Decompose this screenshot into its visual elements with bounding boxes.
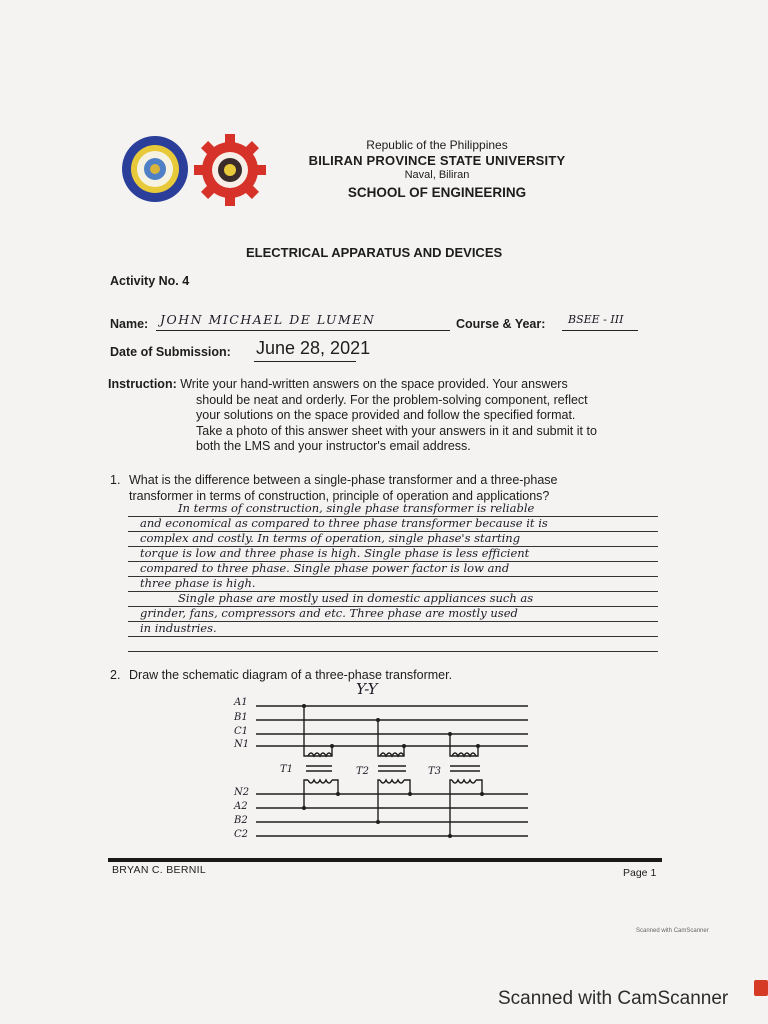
date-label: Date of Submission: <box>110 345 231 359</box>
answer-line <box>128 636 658 637</box>
label-a1: A1 <box>234 697 248 708</box>
course-year-underline <box>562 330 638 331</box>
instruction-line-5: both the LMS and your instructor's email address. <box>196 439 471 453</box>
label-c1: C1 <box>234 726 249 737</box>
name-underline <box>156 330 450 331</box>
label-t3: T3 <box>428 766 442 777</box>
question-2-number: 2. <box>110 668 121 682</box>
three-phase-transformer-schematic <box>228 698 538 846</box>
answer-1-line-1: In terms of construction, single phase transformer is reliable <box>178 501 535 515</box>
university-seal-logo <box>120 134 190 204</box>
label-a2: A2 <box>234 801 248 812</box>
engineering-gear-logo <box>192 132 268 208</box>
label-c2: C2 <box>234 829 249 840</box>
question-2-text: Draw the schematic diagram of a three-phase transformer. <box>129 668 453 682</box>
course-title: ELECTRICAL APPARATUS AND DEVICES <box>246 245 503 260</box>
answer-1-line-5: compared to three phase. Single phase power factor is low and <box>140 561 510 575</box>
letterhead-university: BILIRAN PROVINCE STATE UNIVERSITY <box>308 153 566 168</box>
scanner-watermark-large: Scanned with CamScanner <box>498 988 729 1009</box>
label-t1: T1 <box>280 764 294 775</box>
course-year-label: Course & Year: <box>456 317 546 331</box>
answer-1-line-4: torque is low and three phase is high. Single phase is less efficient <box>140 546 530 560</box>
instruction-block <box>108 377 673 455</box>
camscanner-logo-icon <box>754 980 768 996</box>
footer-rule <box>108 858 662 862</box>
name-value: JOHN MICHAEL DE LUMEN <box>160 312 376 327</box>
letterhead <box>290 138 584 200</box>
scanner-watermark-small: Scanned with CamScanner <box>636 928 709 934</box>
label-n1: N1 <box>234 739 250 750</box>
date-underline <box>254 361 356 362</box>
answer-1-line-9: in industries. <box>140 621 217 635</box>
name-label: Name: <box>110 317 149 331</box>
letterhead-school: SCHOOL OF ENGINEERING <box>347 185 527 200</box>
question-1-line-1: What is the difference between a single-phase transformer and a three-phase <box>129 473 558 487</box>
activity-number: Activity No. 4 <box>110 274 190 288</box>
answer-1-line-8: grinder, fans, compressors and etc. Three phase are mostly used <box>140 606 518 620</box>
question-1-number: 1. <box>110 473 121 487</box>
letterhead-location: Naval, Biliran <box>404 169 470 181</box>
label-b2: B2 <box>234 815 248 826</box>
answer-1-line-2: and economical as compared to three phase transformer because it is <box>140 516 548 530</box>
instruction-line-4: Take a photo of this answer sheet with your answers in it and submit it to <box>196 423 597 438</box>
label-t2: T2 <box>356 766 370 777</box>
instruction-label: Instruction: <box>108 377 177 391</box>
instruction-line-1: Write your hand-written answers on the space provided. Your answers <box>180 377 568 391</box>
question-1-text <box>129 473 669 504</box>
footer-page-number: Page 1 <box>623 867 657 879</box>
answer-1-line-3: complex and costly. In terms of operation, single phase's starting <box>140 531 521 545</box>
footer-instructor-name: BRYAN C. BERNIL <box>112 864 206 876</box>
letterhead-republic: Republic of the Philippines <box>366 138 508 152</box>
diagram-title: Y-Y <box>356 680 378 698</box>
instruction-line-3: your solutions on the space provided and follow the specified format. <box>196 408 576 422</box>
answer-line <box>128 651 658 652</box>
date-value: June 28, 2021 <box>256 338 371 358</box>
label-b1: B1 <box>234 712 248 723</box>
answer-1-line-7: Single phase are mostly used in domestic appliances such as <box>178 591 534 605</box>
instruction-line-2: should be neat and orderly. For the problem-solving component, reflect <box>196 392 588 407</box>
course-year-value: BSEE - III <box>568 313 624 326</box>
answer-1-line-6: three phase is high. <box>140 576 256 590</box>
question-1-line-2: transformer in terms of construction, principle of operation and applications? <box>129 488 550 503</box>
label-n2: N2 <box>234 787 250 798</box>
